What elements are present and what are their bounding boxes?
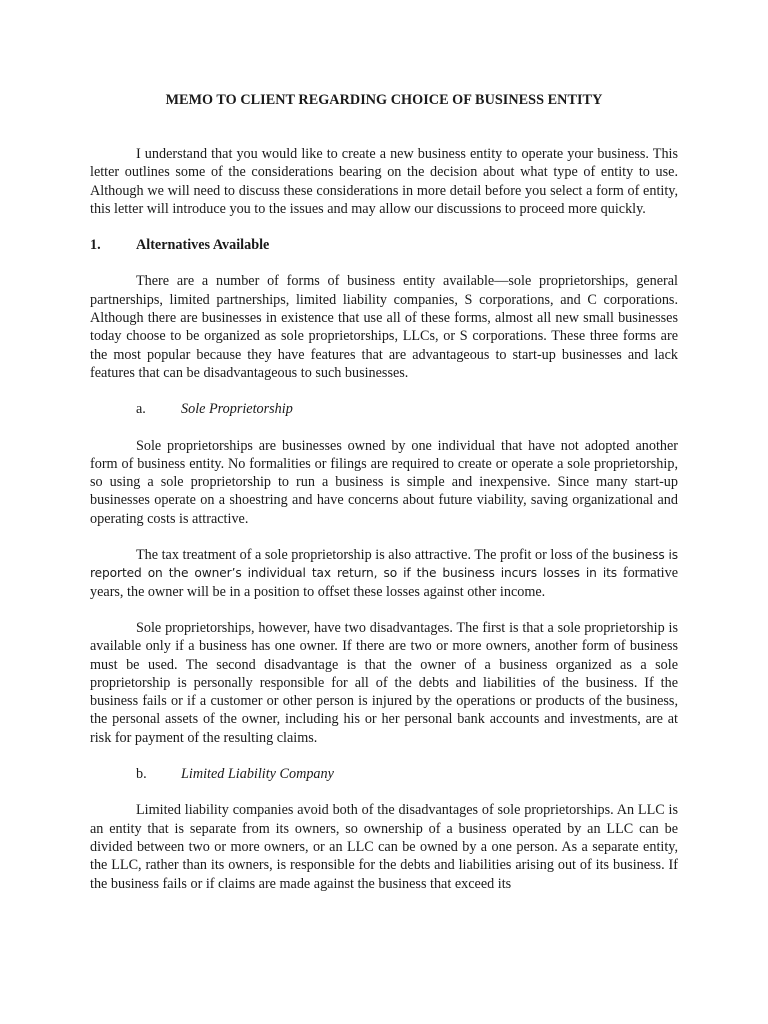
subsection-b-paragraph-1: Limited liability companies avoid both of the disadvantages of sole proprietorships. An LLC is an entity that is separate from its owners, so ownership of a business operated by an LLC can be divided between two or more owners, or an LLC can be owned by a one person. As a separate entity, the LLC, rather than its owners, is responsible for the debts and liabilities arising out of its business. If the business fails or if claims are made against the business that exceed its	[90, 802, 678, 892]
section-1-title: Alternatives Available	[136, 237, 270, 254]
section-1-paragraph: There are a number of forms of business entity available—sole proprietorships, general partnerships, limited partnerships, limited liability companies, S corporations, and C corporations. Although there are businesses in existence that use all of these forms, almost all new small businesses today choose to be organized as sole proprietorships, LLCs, or S corporations. These three forms are the most popular because they have features that are advantageous to start-up businesses and lack features that can be disadvantageous to such businesses.	[90, 273, 678, 381]
paragraph-2-line-1: The tax treatment of a sole proprietorship is also attractive. The profit or loss of the	[136, 547, 609, 564]
subsection-a-paragraph-3: Sole proprietorships, however, have two disadvantages. The first is that a sole proprietorship is available only if a business has one owner. If there are two or more owners, another form of business must be used. The second disadvantage is that the owner of a business organized as a sole proprietorship is personally responsible for all of the debts and liabilities of the business. If the business fails or if a customer or other person is injured by the operations or products of the business, the personal assets of the owner, including his or her personal bank accounts and investments, are at risk for payment of the resulting claims.	[90, 619, 678, 746]
subsection-a-paragraph-2	[90, 546, 678, 601]
subsection-a-paragraph-1: Sole proprietorships are businesses owned by one individual that have not adopted another form of business entity. No formalities or filings are required to create or operate a sole proprietorship, so using a sole proprietorship to run a business is simple and inexpensive. Since many start-up businesses operate on a shoestring and have concerns about future viability, saving organizational and operating costs is attractive.	[90, 437, 678, 527]
subsection-a-letter: a.	[136, 401, 146, 418]
section-1-heading	[90, 236, 678, 254]
subsection-b-letter: b.	[136, 766, 147, 783]
intro-paragraph: I understand that you would like to create a new business entity to operate your business. This letter outlines some of the considerations bearing on the decision about what type of entity to use. Although we will need to discuss these considerations in more detail before you select a form of entity, this letter will introduce you to the issues and may allow our discussions to proceed more quickly.	[90, 146, 678, 217]
subsection-b-title: Limited Liability Company	[181, 766, 334, 783]
paragraph-2-line-2: business is reported on the owner’s individual tax return, so if the business incurs losses in its	[90, 548, 678, 581]
memo-title: MEMO TO CLIENT REGARDING CHOICE OF BUSINESS ENTITY	[165, 92, 603, 108]
paragraph-2-line-3: formative years, the owner will be in a position to offset these losses against other income.	[90, 565, 678, 600]
subsection-b-heading	[90, 765, 678, 783]
section-1-number: 1.	[90, 237, 101, 254]
subsection-a-title: Sole Proprietorship	[181, 401, 293, 418]
subsection-a-heading	[90, 400, 678, 418]
